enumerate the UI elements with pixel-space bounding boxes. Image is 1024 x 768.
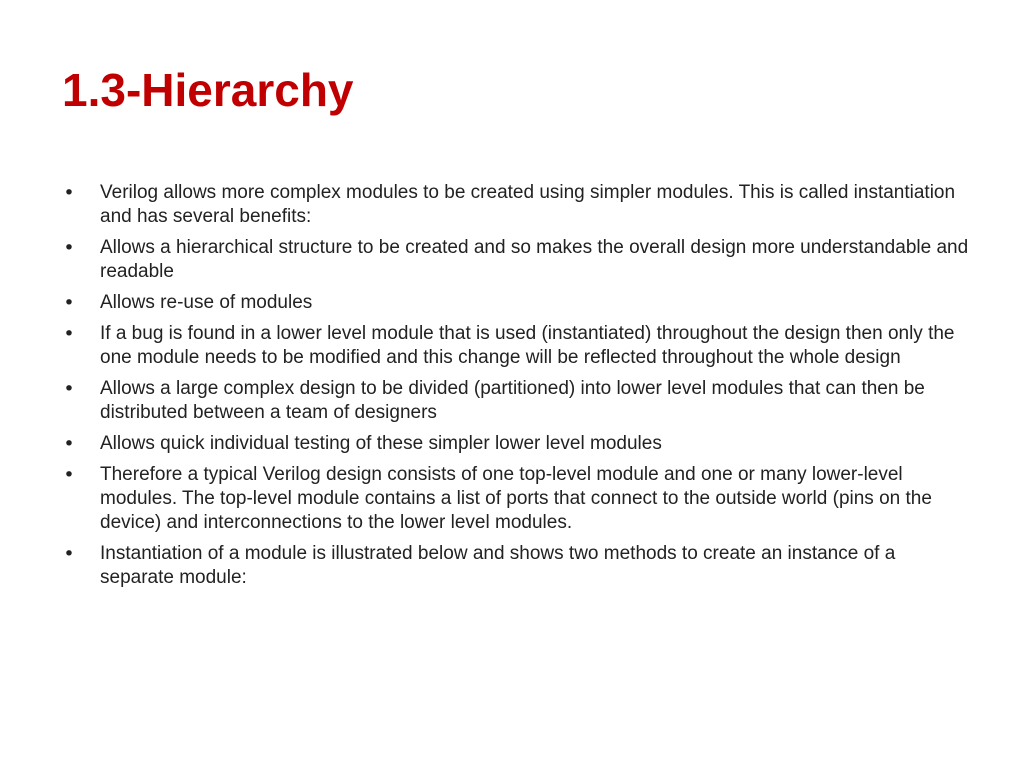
bullet-text: Allows a hierarchical structure to be created and so makes the overall design more understandable and readable (100, 237, 969, 282)
bullet-dot-icon: • (63, 182, 75, 204)
bullet-list (62, 181, 972, 597)
bullet-item (62, 236, 972, 284)
bullet-text: Allows a large complex design to be divided (partitioned) into lower level modules that can then be distributed between a team of designers (100, 378, 925, 423)
bullet-dot-icon: • (63, 543, 75, 565)
bullet-dot-icon: • (63, 464, 75, 486)
bullet-text: Instantiation of a module is illustrated below and shows two methods to create an instance of a separate module: (100, 543, 896, 588)
bullet-dot-icon: • (63, 237, 75, 259)
bullet-item (62, 322, 972, 370)
bullet-item (62, 291, 972, 315)
bullet-dot-icon: • (63, 323, 75, 345)
bullet-text: If a bug is found in a lower level module that is used (instantiated) throughout the design then only the one module needs to be modified and this change will be reflected throughout the whole design (100, 323, 955, 368)
bullet-item (62, 542, 972, 590)
bullet-item (62, 181, 972, 229)
slide-title: 1.3-Hierarchy (62, 64, 354, 116)
bullet-item (62, 463, 972, 535)
bullet-text: Verilog allows more complex modules to be created using simpler modules. This is called instantiation and has several benefits: (100, 182, 956, 227)
bullet-dot-icon: • (63, 433, 75, 455)
bullet-text: Allows re-use of modules (100, 292, 313, 313)
bullet-text: Therefore a typical Verilog design consists of one top-level module and one or many lower-level modules. The top-level module contains a list of ports that connect to the outside world (pins on the device) and interconnections to the lower level modules. (100, 464, 932, 533)
bullet-item (62, 377, 972, 425)
bullet-item (62, 432, 972, 456)
bullet-text: Allows quick individual testing of these simpler lower level modules (100, 433, 662, 454)
bullet-dot-icon: • (63, 292, 75, 314)
bullet-dot-icon: • (63, 378, 75, 400)
